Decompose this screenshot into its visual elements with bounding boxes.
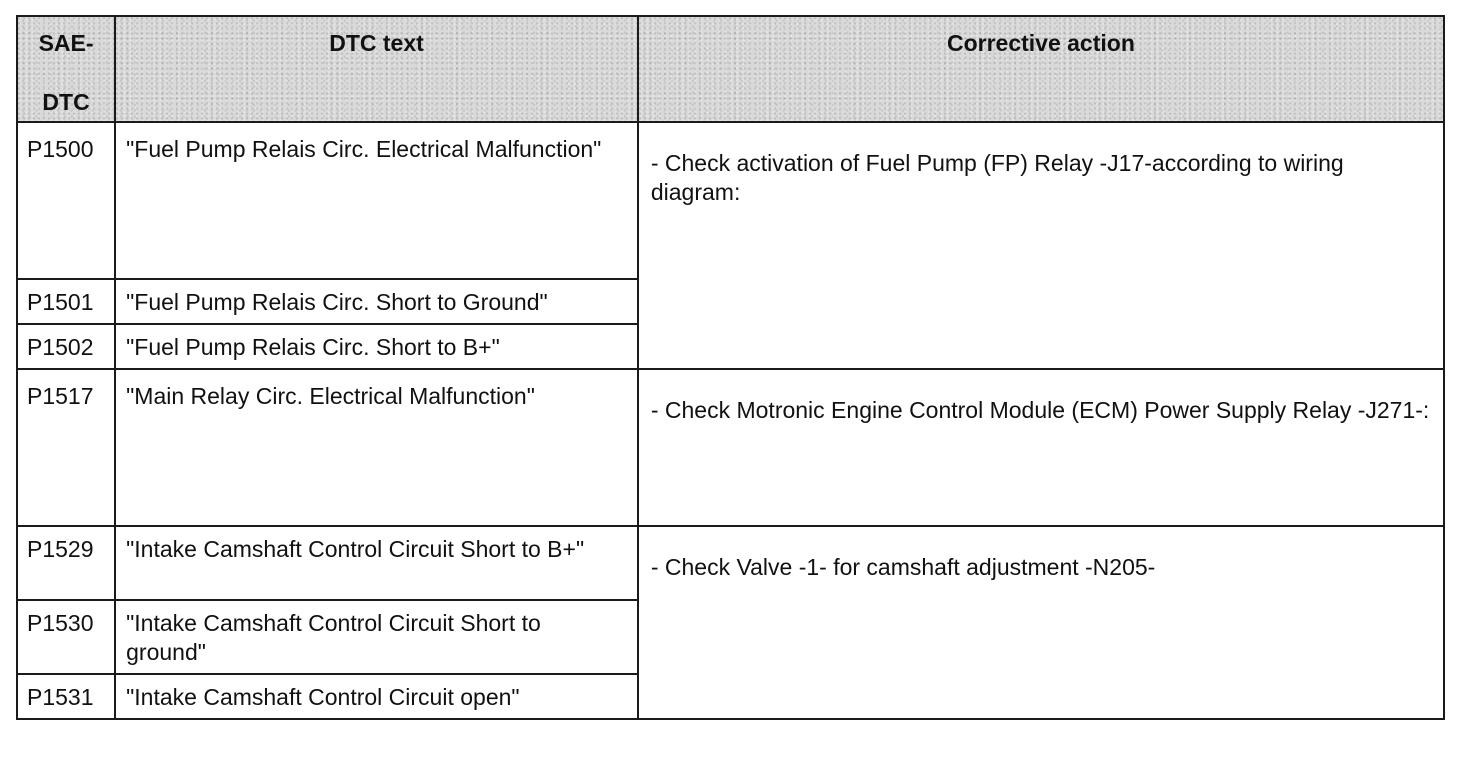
corrective-action-cell: - Check Valve -1- for camshaft adjustment -N205- (638, 526, 1444, 719)
dtc-code-cell: P1530 (17, 600, 115, 674)
header-corrective-action (638, 16, 1444, 122)
dtc-text-cell: "Fuel Pump Relais Circ. Electrical Malfunction" (115, 122, 638, 279)
dtc-text-cell: "Intake Camshaft Control Circuit Short to B+" (115, 526, 638, 600)
header-corrective-action-label: Corrective action (946, 30, 1135, 56)
header-sae-dtc (17, 16, 115, 122)
dtc-code-cell: P1502 (17, 324, 115, 369)
dtc-code-cell: P1517 (17, 369, 115, 526)
dtc-table (16, 15, 1445, 720)
dtc-text-cell: "Intake Camshaft Control Circuit open" (115, 674, 638, 719)
dtc-text-cell: "Fuel Pump Relais Circ. Short to Ground" (115, 279, 638, 324)
table-header-row (17, 16, 1444, 122)
dtc-text-cell: "Intake Camshaft Control Circuit Short to ground" (115, 600, 638, 674)
dtc-code-cell: P1501 (17, 279, 115, 324)
table-row (17, 369, 1444, 526)
header-sae-dtc-line2: DTC (42, 89, 90, 115)
table-row (17, 122, 1444, 279)
dtc-code-cell: P1500 (17, 122, 115, 279)
header-dtc-text (115, 16, 638, 122)
corrective-action-cell: - Check activation of Fuel Pump (FP) Relay -J17-according to wiring diagram: (638, 122, 1444, 369)
header-dtc-text-label: DTC text (329, 30, 424, 56)
header-sae-dtc-line1: SAE- (38, 30, 94, 56)
corrective-action-cell: - Check Motronic Engine Control Module (ECM) Power Supply Relay -J271-: (638, 369, 1444, 526)
table-row (17, 526, 1444, 600)
dtc-code-cell: P1531 (17, 674, 115, 719)
dtc-code-cell: P1529 (17, 526, 115, 600)
dtc-text-cell: "Fuel Pump Relais Circ. Short to B+" (115, 324, 638, 369)
dtc-text-cell: "Main Relay Circ. Electrical Malfunction" (115, 369, 638, 526)
